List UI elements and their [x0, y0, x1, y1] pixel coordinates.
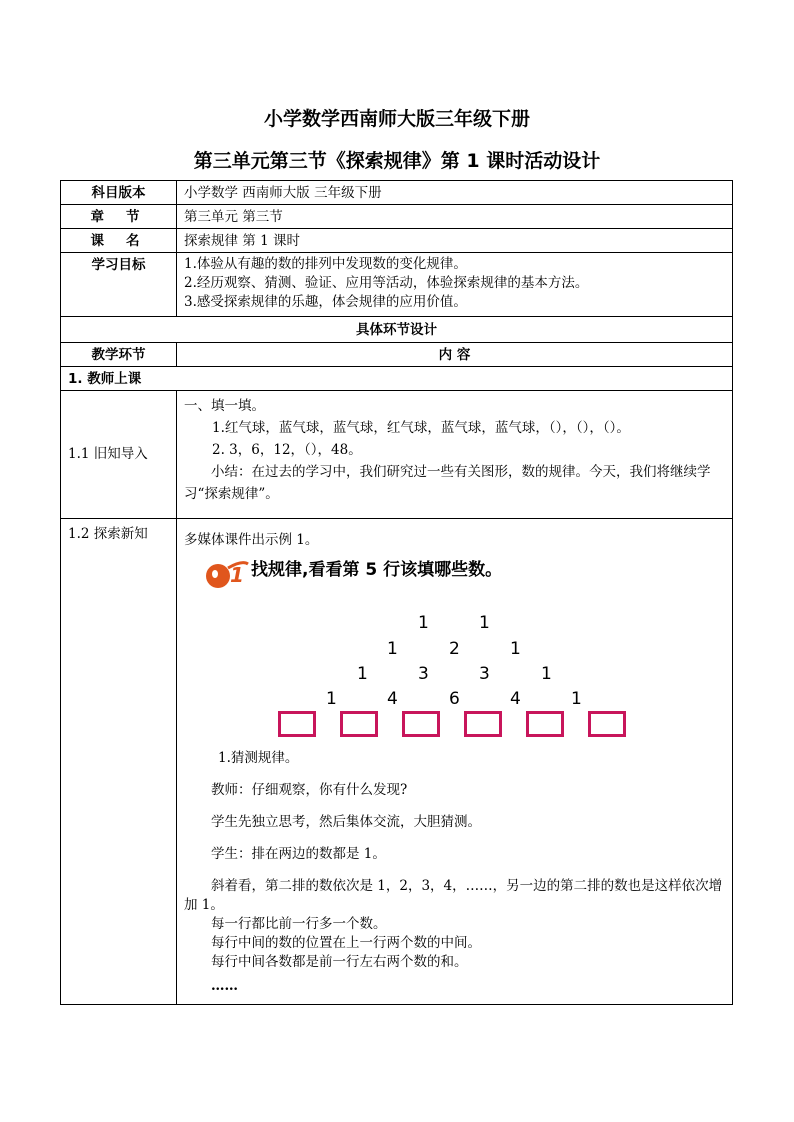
example-area	[177, 519, 732, 994]
s12-line: 1.猜测规律。	[218, 750, 299, 766]
triangle-number: 2	[449, 639, 460, 659]
s12-line: ……	[211, 978, 238, 994]
s11-line: 1.红气球，蓝气球，蓝气球，红气球，蓝气球，蓝气球，（），（），（）。	[212, 420, 630, 436]
subject-value: 小学数学 西南师大版 三年级下册	[177, 181, 733, 205]
section1-heading: 1. 教师上课	[61, 367, 733, 391]
s11-line: 小结：在过去的学习中，我们研究过一些有关图形，数的规律。今天，我们将继续学习“探索规律”。	[184, 464, 711, 502]
answer-box	[464, 711, 502, 737]
goal-item: 2.经历观察、猜测、验证、应用等活动，体验探索规律的基本方法。	[184, 275, 589, 291]
stage-header: 教学环节	[61, 343, 177, 367]
example-title: 找规律,看看第 5 行该填哪些数。	[251, 560, 503, 580]
table-row	[61, 367, 733, 391]
s11-line: 一、填一填。	[184, 398, 265, 414]
triangle-number: 1	[357, 664, 368, 684]
lesson-label: 课名	[61, 229, 177, 253]
goals-label: 学习目标	[61, 253, 177, 317]
answer-box	[402, 711, 440, 737]
s12-line: 教师：仔细观察，你有什么发现?	[211, 782, 408, 798]
design-header: 具体环节设计	[61, 317, 733, 343]
goal-item: 1.体验从有趣的数的排列中发现数的变化规律。	[184, 256, 467, 272]
triangle-number: 1	[510, 639, 521, 659]
triangle-number: 1	[479, 613, 490, 633]
example-number-badge-icon	[204, 558, 250, 590]
chapter-label: 章节	[61, 205, 177, 229]
triangle-number: 6	[449, 689, 460, 709]
triangle-number: 4	[510, 689, 521, 709]
triangle-number: 3	[479, 664, 490, 684]
answer-box	[588, 711, 626, 737]
goal-item: 3.感受探索规律的乐趣，体会规律的应用价值。	[184, 294, 467, 310]
answer-box	[278, 711, 316, 737]
s11-content	[177, 391, 733, 519]
example-intro: 多媒体课件出示例 1。	[184, 532, 319, 548]
badge-number: 1	[230, 563, 244, 587]
table-row	[61, 391, 733, 519]
s12-line: 斜着看，第二排的数依次是 1，2，3，4，……，另一边的第二排的数也是这样依次增加 1。	[184, 878, 723, 913]
triangle-number: 1	[326, 689, 337, 709]
lesson-table	[60, 180, 733, 1005]
s11-line: 2. 3，6，12，（），48。	[212, 442, 362, 458]
s12-line: 学生：排在两边的数都是 1。	[211, 846, 386, 862]
table-row	[61, 253, 733, 317]
answer-box	[526, 711, 564, 737]
table-row	[61, 181, 733, 205]
s12-line: 每一行都比前一行多一个数。	[211, 916, 387, 932]
table-row	[61, 205, 733, 229]
s12-label: 1.2 探索新知	[61, 519, 177, 1005]
table-row	[61, 519, 733, 1005]
s12-line: 每行中间各数都是前一行左右两个数的和。	[211, 954, 468, 970]
lesson-value: 探索规律 第 1 课时	[177, 229, 733, 253]
triangle-number: 4	[387, 689, 398, 709]
answer-box	[340, 711, 378, 737]
table-row	[61, 343, 733, 367]
document-title: 小学数学西南师大版三年级下册	[263, 108, 530, 130]
triangle-number: 1	[541, 664, 552, 684]
triangle-number: 1	[571, 689, 582, 709]
s12-content	[177, 519, 733, 1005]
s12-line: 每行中间的数的位置在上一行两个数的中间。	[211, 935, 481, 951]
goals-cell	[177, 253, 733, 317]
triangle-number: 3	[418, 664, 429, 684]
triangle-number: 1	[387, 639, 398, 659]
document-subtitle: 第三单元第三节《探索规律》第 1 课时活动设计	[193, 150, 601, 172]
chapter-value: 第三单元 第三节	[177, 205, 733, 229]
table-row	[61, 317, 733, 343]
s12-line: 学生先独立思考，然后集体交流，大胆猜测。	[211, 814, 481, 830]
triangle-number: 1	[418, 613, 429, 633]
content-header: 内 容	[177, 343, 733, 367]
s11-label: 1.1 旧知导入	[61, 391, 177, 519]
table-row	[61, 229, 733, 253]
s12-text	[184, 749, 727, 996]
subject-label: 科目版本	[61, 181, 177, 205]
